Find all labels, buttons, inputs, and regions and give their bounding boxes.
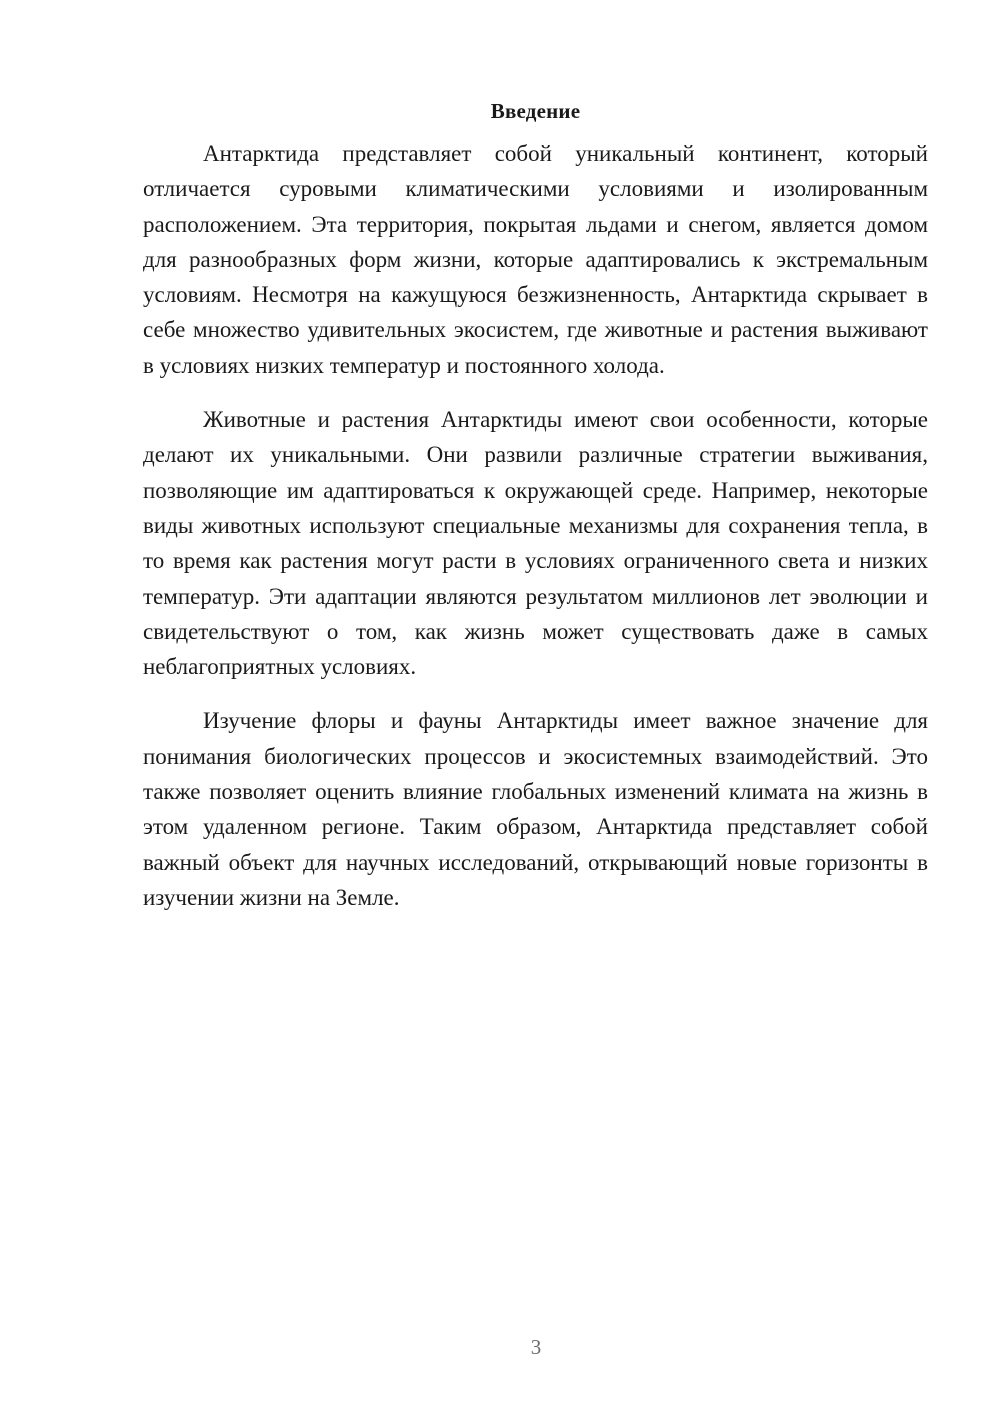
page-number: 3 [530,1335,542,1359]
section-heading: Введение [490,99,581,123]
paragraph-1: Антарктида представляет собой уникальный континент, который отличается суровыми климатическими условиями и изолированным расположением. Эта территория, покрытая льдами и снегом, является домом для разнообразных форм жизни, которые адаптировались к экстремальным условиям. Несмотря на кажущуюся безжизненность, Антарктида скрывает в себе множество удивительных экосистем, где животные и растения выживают в условиях низких температур и постоянного холода. [143,141,928,378]
paragraph-3: Изучение флоры и фауны Антарктиды имеет важное значение для понимания биологических процессов и экосистемных взаимодействий. Это также позволяет оценить влияние глобальных изменений климата на жизнь в этом удаленном регионе. Таким образом, Антарктида представляет собой важный объект для научных исследований, открывающий новые горизонты в изучении жизни на Земле. [143,708,928,910]
page-content [143,96,928,915]
paragraph-2: Животные и растения Антарктиды имеют свои особенности, которые делают их уникальными. Они развили различные стратегии выживания, позволяющие им адаптироваться к окружающей среде. Например, некоторые виды животных используют специальные механизмы для сохранения тепла, в то время как растения могут расти в условиях ограниченного света и низких температур. Эти адаптации являются результатом миллионов лет эволюции и свидетельствуют о том, как жизнь может существовать даже в самых неблагоприятных условиях. [143,407,928,680]
